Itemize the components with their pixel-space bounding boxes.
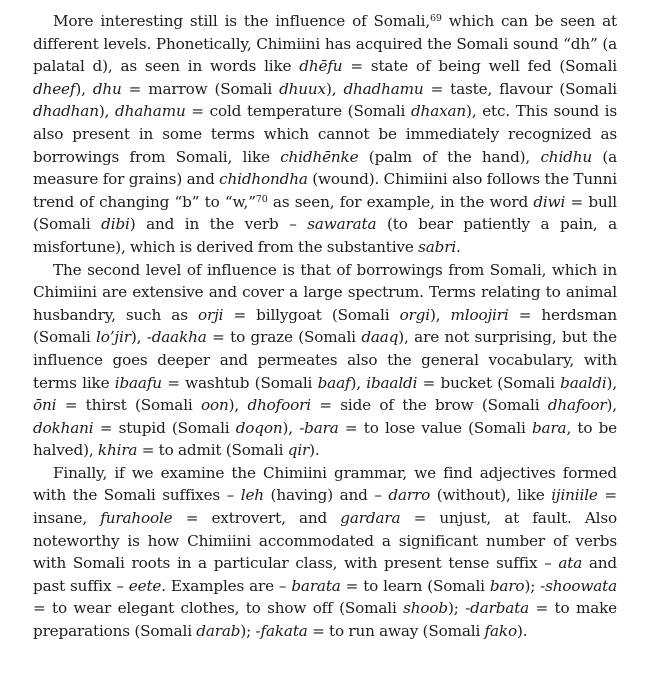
text-run: and past suffix – bbox=[33, 554, 617, 595]
text-run: ); bbox=[524, 576, 541, 595]
italic-term: ōni bbox=[33, 396, 57, 415]
text-run: = to run away (Somali bbox=[307, 622, 485, 641]
text-run: = washtub (Somali bbox=[161, 373, 318, 392]
italic-term: mloojiri bbox=[450, 305, 509, 324]
text-run: = extrovert, and bbox=[172, 509, 341, 528]
text-run: ). bbox=[516, 622, 528, 641]
text-run: ), are not surprising, but the influence goes deeper and permeates also the general vocabulary, with terms like bbox=[33, 328, 617, 392]
paragraph-somali-phonetics bbox=[33, 10, 617, 259]
italic-term: darab bbox=[196, 622, 241, 641]
text-run: = state of being well fed (Somali bbox=[342, 57, 617, 76]
text-run: (palm of the hand), bbox=[358, 147, 541, 166]
italic-term: dhahamu bbox=[115, 102, 186, 121]
italic-term: dhu bbox=[92, 79, 122, 98]
italic-term: oon bbox=[200, 396, 229, 415]
text-run: as seen, for example, in the word bbox=[267, 192, 534, 211]
document-body bbox=[33, 10, 617, 643]
italic-term: dibi bbox=[101, 215, 130, 234]
italic-term: sabri bbox=[418, 237, 457, 256]
text-run: ), bbox=[75, 79, 93, 98]
text-run: = unjust, at fault. Also noteworthy is how Chimiini accommodated a significant number of verbs with Somali roots in a particular class, with present tense suffix – bbox=[33, 509, 617, 573]
italic-term: dheef bbox=[33, 79, 76, 98]
text-run: More interesting still is the influence of Somali, bbox=[53, 12, 431, 30]
italic-term: -bara bbox=[299, 418, 339, 437]
italic-term: furahoole bbox=[100, 509, 173, 528]
italic-term: ibaaldi bbox=[366, 373, 418, 392]
text-run: = taste, flavour (Somali bbox=[423, 79, 617, 98]
text-run: ); bbox=[447, 599, 466, 618]
italic-term: leh bbox=[240, 486, 264, 505]
text-run: ), etc. This sound is also present in some terms which cannot be immediately recognized as borrowings from Somali, like bbox=[33, 102, 617, 166]
text-run: = herdsman (Somali bbox=[33, 305, 617, 347]
italic-term: doqon bbox=[235, 418, 283, 437]
italic-term: chidhondha bbox=[219, 170, 308, 189]
italic-term: dhuux bbox=[279, 79, 326, 98]
text-run: ) and in the verb – bbox=[129, 215, 308, 234]
italic-term: ata bbox=[558, 554, 583, 573]
italic-term: -daakha bbox=[146, 328, 207, 347]
text-run: = bucket (Somali bbox=[417, 373, 561, 392]
text-run: which can be seen at different levels. Phonetically, Chimiini has acquired the Somali sound “dh” (a palatal d), as seen in words like bbox=[33, 12, 617, 76]
footnote-ref: 69 bbox=[430, 13, 442, 24]
text-run: = billygoat (Somali bbox=[223, 305, 400, 324]
italic-term: daaq bbox=[361, 328, 399, 347]
italic-term: dhaxan bbox=[410, 102, 467, 121]
text-run: (without), like bbox=[430, 486, 552, 505]
text-run: ), bbox=[325, 79, 344, 98]
italic-term: shoob bbox=[403, 599, 448, 618]
text-run: (to bear patiently a pain, a misfortune), which is derived from the substantive bbox=[33, 215, 617, 256]
text-run: ), bbox=[606, 373, 617, 392]
text-run: The second level of influence is that of borrowings from Somali, which in Chimiini are extensive and cover a large spectrum. Terms relating to animal husbandry, such as bbox=[33, 260, 617, 324]
text-run: = cold temperature (Somali bbox=[185, 102, 411, 121]
italic-term: orji bbox=[197, 305, 224, 324]
italic-term: -fakata bbox=[255, 622, 308, 641]
text-run: ); bbox=[240, 622, 256, 641]
italic-term: baaldi bbox=[560, 373, 607, 392]
italic-term: darro bbox=[388, 486, 431, 505]
italic-term: -shoowata bbox=[540, 576, 618, 595]
text-run: = to admit (Somali bbox=[137, 441, 288, 460]
italic-term: diwi bbox=[533, 192, 566, 211]
text-run: (having) and – bbox=[263, 486, 389, 505]
text-run: , to be halved), bbox=[33, 418, 617, 460]
italic-term: ijiniile bbox=[551, 486, 598, 505]
text-run: ), bbox=[130, 328, 147, 347]
italic-term: sawarata bbox=[307, 215, 377, 234]
text-run: ), bbox=[350, 373, 367, 392]
text-run: = to wear elegant clothes, to show off (Somali bbox=[33, 599, 404, 618]
italic-term: dokhani bbox=[33, 418, 94, 437]
italic-term: eete bbox=[128, 576, 162, 595]
text-run: ), bbox=[282, 418, 300, 437]
italic-term: bara bbox=[531, 418, 567, 437]
text-run: = to learn (Somali bbox=[340, 576, 490, 595]
italic-term: baaf bbox=[317, 373, 351, 392]
italic-term: ibaafu bbox=[114, 373, 162, 392]
italic-term: fako bbox=[484, 622, 517, 641]
italic-term: qir bbox=[287, 441, 310, 460]
text-run: ), bbox=[98, 102, 116, 121]
italic-term: chidhēnke bbox=[280, 147, 359, 166]
text-run: . bbox=[456, 237, 461, 256]
text-run: = bull (Somali bbox=[33, 192, 617, 234]
italic-term: dhadhan bbox=[33, 102, 99, 121]
italic-term: khira bbox=[97, 441, 138, 460]
text-run: ). bbox=[309, 441, 320, 460]
text-run: = side of the brow (Somali bbox=[310, 396, 548, 415]
text-run: ), bbox=[228, 396, 248, 415]
paragraph-somali-grammar bbox=[33, 462, 617, 643]
italic-term: dhadhamu bbox=[343, 79, 424, 98]
italic-term: lo’jir bbox=[96, 328, 131, 347]
text-run: = to graze (Somali bbox=[206, 328, 362, 347]
italic-term: orgi bbox=[399, 305, 430, 324]
text-run: = to make preparations (Somali bbox=[33, 599, 618, 641]
text-run: Finally, if we examine the Chimiini grammar, we find adjectives formed with the Somali suffixes – bbox=[33, 463, 617, 505]
text-run: = insane, bbox=[33, 486, 617, 528]
footnote-ref: 70 bbox=[255, 193, 268, 205]
paragraph-somali-borrowings bbox=[33, 259, 617, 462]
text-run: ), bbox=[606, 396, 617, 415]
text-run: ), bbox=[429, 305, 451, 324]
text-run: . Examples are – bbox=[161, 576, 292, 595]
italic-term: barata bbox=[291, 576, 341, 595]
italic-term: chidhu bbox=[540, 147, 592, 166]
text-run: (a measure for grains) and bbox=[33, 147, 618, 189]
italic-term: -darbata bbox=[465, 599, 530, 618]
text-run: = stupid (Somali bbox=[93, 418, 236, 437]
text-run: = thirst (Somali bbox=[56, 396, 201, 415]
italic-term: dhofoori bbox=[247, 396, 311, 415]
italic-term: dhafoor bbox=[547, 396, 607, 415]
italic-term: dhēfu bbox=[299, 57, 343, 76]
italic-term: gardara bbox=[340, 509, 401, 528]
italic-term: baro bbox=[489, 576, 525, 595]
text-run: = to lose value (Somali bbox=[338, 418, 532, 437]
text-run: = marrow (Somali bbox=[121, 79, 280, 98]
text-run: (wound). Chimiini also follows the Tunni trend of changing “b” to “w,” bbox=[33, 170, 617, 211]
